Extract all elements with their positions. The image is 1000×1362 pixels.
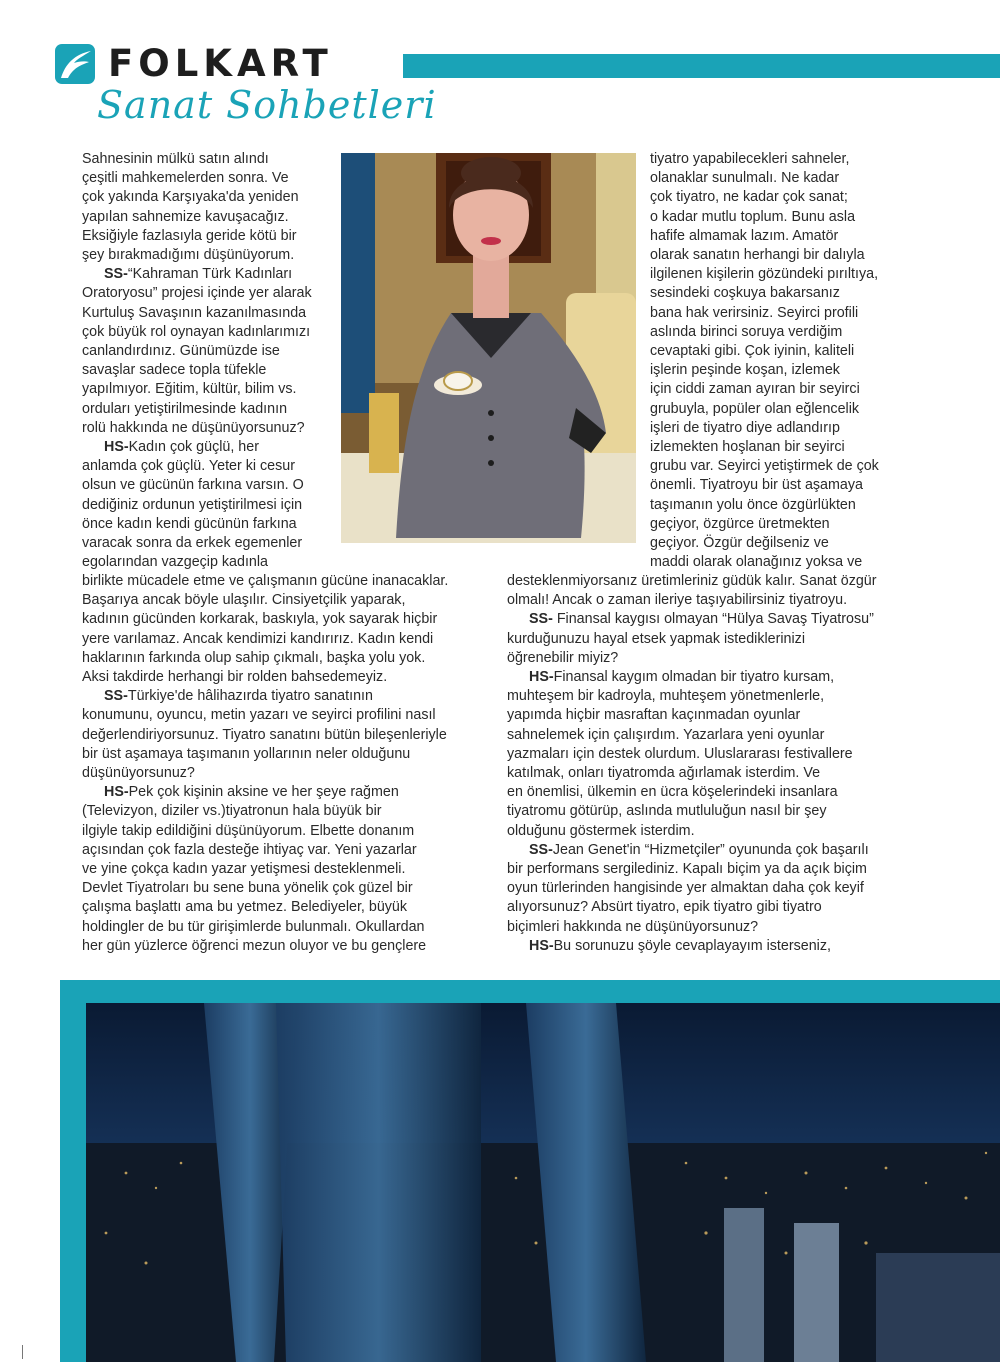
article-line: en önemlisi, ülkemin en ücra köşelerindeki insanlara: [507, 784, 838, 801]
article-line: Aksi takdirde herhangi bir rolden bahsedemeyiz.: [82, 669, 388, 686]
interviewee-label: HS-: [529, 669, 554, 686]
article-line: açısından çok fazla desteğe ihtiyaç var. Yeni yazarlar: [82, 841, 417, 858]
article-line: olsun ve gücünün farkına varsın. O: [82, 477, 304, 494]
night-city-skyline-photo: [86, 1003, 1000, 1362]
article-line: kadının gücünden korkarak, baskıyla, yok sayarak hiçbir: [82, 611, 438, 628]
article-line: yapılmıyor. Eğitim, kültür, bilim vs.: [82, 381, 297, 398]
article-line: çalışma başlattı ama bu yetmez. Belediyeler, büyük: [82, 899, 408, 916]
article-line: holdingler de bu tür girişimlerde bulunmalı. Okullardan: [82, 918, 425, 935]
interviewee-label: HS-: [104, 784, 129, 801]
article-line: dediğiniz ordunun yetiştirilmesi için: [82, 496, 303, 513]
article-line: yapımda hiçbir masraftan kaçınmadan oyunlar: [507, 707, 801, 724]
article-line: şey bırakmadığımı düşünüyorum.: [82, 247, 295, 264]
article-line: yapılan sahnemize kavuşacağız.: [82, 208, 289, 225]
article-line: Başarıya ancak böyle ulaşılır. Cinsiyetçilik yaparak,: [82, 592, 406, 609]
article-line: aslında birinci soruya verdiğim: [650, 323, 843, 340]
interviewee-label: HS-: [104, 439, 129, 456]
article-line: ve yine çokça kadın yazar yetişmesi desteklenmeli.: [82, 861, 406, 878]
article-line: çeşitli mahkemelerden sonra. Ve: [82, 170, 289, 187]
article-line: varacak sonra da erkek egemenler: [82, 535, 303, 552]
section-subtitle: Sanat Sohbetleri: [97, 83, 437, 127]
article-line: düşünüyorsunuz?: [82, 765, 195, 782]
article-line: önemli. Tiyatroyu bir üst aşamaya: [650, 477, 863, 494]
article-line: olanaklar sunulmalı. Ne kadar: [650, 170, 840, 187]
article-line: olduğunu göstermek isterdim.: [507, 822, 695, 839]
article-line: ilgilenen kişilerin gözündeki pırıltıya,: [650, 266, 879, 283]
article-line: canlandırdınız. Günümüzde ise: [82, 343, 280, 360]
article-line: yere varılamaz. Ancak kendimizi kandırırız. Kadın kendi: [82, 630, 434, 647]
article-line: oyun türlerinden hangisinde yer almaktan daha çok keyif: [507, 880, 864, 897]
article-line: olarak sanatın herhangi bir dalıyla: [650, 247, 865, 264]
question-line: SS-“Kahraman Türk Kadınları: [104, 266, 293, 283]
article-line: öğrenebilir miyiz?: [507, 649, 619, 666]
article-line: alıyorsunuz? Absürt tiyatro, epik tiyatro gibi tiyatro: [507, 899, 822, 916]
article-line: Eksiğiyle fazlasıyla geride kötü bir: [82, 227, 297, 244]
answer-line: HS-Kadın çok güçlü, her: [104, 439, 259, 456]
article-line: Devlet Tiyatroları bu sene buna yönelik çok güzel bir: [82, 880, 413, 897]
interviewer-label: SS-: [529, 611, 557, 628]
article-column-right-bottom: [507, 572, 927, 956]
article-line: orduları yetiştirilmesinde kadının: [82, 400, 288, 417]
folkart-logo-icon: [55, 44, 95, 84]
article-column-right-top: [650, 150, 990, 572]
interviewee-label: HS-: [529, 937, 554, 954]
portrait-photo: [341, 153, 636, 543]
article-line: katılmak, onları tiyatromda ağırlamak isterdim. Ve: [507, 765, 821, 782]
article-line: bana hak verirsiniz. Seyirci profili: [650, 304, 859, 321]
question-line: SS-Jean Genet'in “Hizmetçiler” oyununda çok başarılı: [529, 841, 869, 858]
article-line: grubuyla, popüler olan eğlencelik: [650, 400, 860, 417]
article-line: Sahnesinin mülkü satın alındı: [82, 151, 269, 167]
article-line: grubu var. Seyirci yetiştirmek de çok: [650, 458, 879, 475]
article-line: (Televizyon, diziler vs.)tiyatronun hala büyük bir: [82, 803, 382, 820]
article-line: izlemekten hoşlanan bir seyirci: [650, 439, 845, 456]
article-line: muhteşem bir kadroyla, muhteşem yönetmenlerle,: [507, 688, 825, 705]
article-line: tiyatromu götürüp, aslında mutluluğun nasıl bir şey: [507, 803, 827, 820]
article-line: konumunu, oyuncu, metin yazarı ve seyirci profilini nasıl: [82, 707, 436, 724]
header-accent-bar: [403, 54, 1000, 78]
article-line: rolü hakkında ne düşünüyorsunuz?: [82, 419, 305, 436]
article-line: haklarının farkında olup sahip çıkmalı, başka yolu yok.: [82, 649, 426, 666]
answer-line: HS-Pek çok kişinin aksine ve her şeye rağmen: [104, 784, 399, 801]
interviewer-label: SS-: [529, 841, 553, 858]
article-line: egolarından vazgeçip kadınla: [82, 554, 268, 571]
article-line: bir performans sergilediniz. Kapalı biçim ya da açık biçim: [507, 861, 867, 878]
interviewer-label: SS-: [104, 266, 128, 283]
question-line: SS- Finansal kaygısı olmayan “Hülya Savaş Tiyatrosu”: [529, 611, 874, 628]
article-line: sahnelemek için çalışırdım. Yazarlara yeni oyunlar: [507, 726, 825, 743]
article-line: anlamda çok güçlü. Yeter ki cesur: [82, 458, 295, 475]
article-line: maddi olarak olanağınız yoksa ve: [650, 554, 863, 571]
article-line: sesindeki coşkuya bakarsanız: [650, 285, 840, 302]
article-line: Kurtuluş Savaşının kazanılmasında: [82, 304, 307, 321]
answer-line: HS-Bu sorunuzu şöyle cevaplayayım isterseniz,: [529, 937, 831, 954]
article-line: her gün yüzlerce öğrenci mezun oluyor ve bu gençlere: [82, 937, 427, 954]
article-line: çok yakında Karşıyaka'da yeniden: [82, 189, 299, 206]
article-line: yazmaları için destek olurdum. Uluslararası festivallere: [507, 745, 853, 762]
article-line: desteklenmiyorsanız üretimleriniz güdük kalır. Sanat özgür: [507, 573, 877, 589]
article-line: çok tiyatro, ne kadar çok sanat;: [650, 189, 848, 206]
article-column-left-bottom: [82, 572, 482, 956]
article-line: biçimleri hakkında ne düşünüyorsunuz?: [507, 918, 759, 935]
article-line: hafife almamak lazım. Amatör: [650, 227, 839, 244]
article-line: o kadar mutlu toplum. Bunu asla: [650, 208, 856, 225]
crop-mark: [22, 1345, 23, 1359]
article-line: geçiyor. Özgür değilseniz ve: [650, 535, 829, 552]
article-line: Oratoryosu” projesi içinde yer alarak: [82, 285, 312, 302]
article-line: işleri de tiyatro diye adlandırıp: [650, 419, 840, 436]
brand-name: FOLKART: [108, 42, 333, 85]
interviewer-label: SS-: [104, 688, 128, 705]
article-line: olmalı! Ancak o zaman ileriye taşıyabilirsiniz tiyatroyu.: [507, 592, 848, 609]
answer-line: HS-Finansal kaygım olmadan bir tiyatro kursam,: [529, 669, 835, 686]
article-line: savaşlar sadece topla tüfekle: [82, 362, 267, 379]
article-line: birlikte mücadele etme ve çalışmanın gücüne inanacaklar.: [82, 573, 449, 589]
question-line: SS-Türkiye'de hâlihazırda tiyatro sanatının: [104, 688, 373, 705]
article-line: işlerin peşinde koşan, izlemek: [650, 362, 840, 379]
article-line: bir üst aşamaya taşımanın yollarının neler olduğunu: [82, 745, 411, 762]
article-line: cevaptaki gibi. Çok iyinin, kaliteli: [650, 343, 855, 360]
article-line: taşımanın yolu önce özgürlükten: [650, 496, 856, 513]
article-line: kurduğunuzu hayal etsek yapmak istediklerinizi: [507, 630, 806, 647]
article-line: için ciddi zaman ayıran bir seyirci: [650, 381, 860, 398]
article-line: çok büyük rol oynayan kadınlarımızı: [82, 323, 311, 340]
article-line: değerlendiriyorsunuz. Tiyatro sanatını bütün bileşenleriyle: [82, 726, 447, 743]
article-line: önce kadın kendi gücünün farkına: [82, 515, 297, 532]
article-line: geçiyor, özgürce üretmekten: [650, 515, 830, 532]
article-line: tiyatro yapabilecekleri sahneler,: [650, 151, 850, 167]
article-line: ilgiyle takip edildiğini düşünüyorum. Elbette donanım: [82, 822, 415, 839]
